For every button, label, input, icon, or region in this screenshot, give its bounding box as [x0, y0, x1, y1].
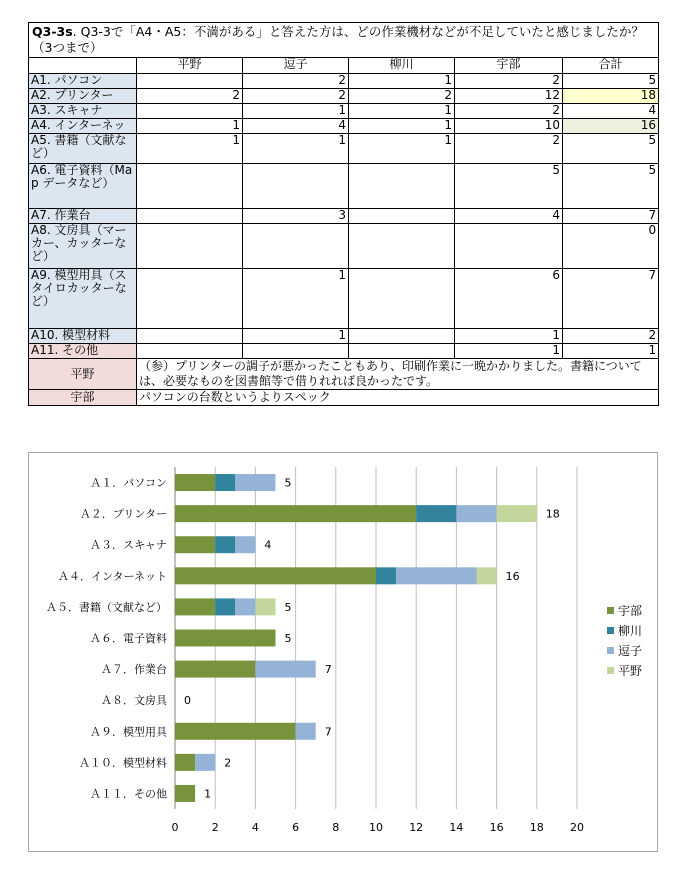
table-cell: 1 — [349, 119, 455, 134]
data-label: 5 — [284, 600, 292, 614]
table-row — [29, 119, 659, 134]
x-tick-label: 20 — [570, 821, 584, 834]
x-tick-label: 18 — [529, 821, 544, 834]
row-label: A7. 作業台 — [29, 209, 137, 224]
bar-segment — [376, 567, 396, 584]
table-cell — [243, 224, 349, 269]
table-row — [29, 224, 659, 269]
table-cell: 4 — [563, 104, 659, 119]
table-cell — [349, 164, 455, 209]
data-label: 5 — [284, 632, 292, 645]
row-label: A8. 文房具（マーカー、カッターなど） — [29, 224, 137, 269]
table-cell: 0 — [563, 224, 659, 269]
table-cell: 1 — [243, 104, 349, 119]
table-cell: 18 — [563, 89, 659, 104]
bar-segment — [175, 536, 215, 553]
x-tick-label: 2 — [211, 821, 219, 834]
table-row — [29, 329, 659, 344]
bar-segment — [477, 567, 497, 584]
table-cell: 2 — [349, 89, 455, 104]
table-cell — [137, 329, 243, 344]
comment-row — [29, 390, 659, 406]
table-cell: 1 — [137, 119, 243, 134]
category-label: Ａ１．パソコン — [90, 476, 167, 490]
bar-segment — [175, 630, 276, 647]
data-label: 7 — [324, 725, 332, 739]
bar-segment — [175, 723, 296, 740]
table-row — [29, 344, 659, 359]
table-cell: 12 — [455, 89, 563, 104]
data-label: 0 — [184, 694, 191, 708]
x-tick-label: 10 — [369, 821, 383, 834]
table-row — [29, 74, 659, 89]
legend-swatch — [607, 647, 614, 654]
table-cell: 4 — [243, 119, 349, 134]
category-label: Ａ５．書籍（文献など） — [46, 600, 167, 614]
stacked-bar-chart — [29, 453, 657, 851]
row-label: A3. スキャナ — [29, 104, 137, 119]
bar-segment — [456, 505, 496, 522]
table-row — [29, 209, 659, 224]
table-row — [29, 134, 659, 164]
table-cell: 1 — [455, 329, 563, 344]
question-text: . Q3-3で「A4・A5：不満がある」と答えた方は、どの作業機材などが不足していたと感じましたか？（3つまで） — [32, 24, 644, 55]
table-cell — [137, 344, 243, 359]
row-label: A4. インターネッ — [29, 119, 137, 134]
bar-segment — [175, 505, 416, 522]
table-cell — [349, 344, 455, 359]
table-cell: 7 — [563, 209, 659, 224]
table-cell: 5 — [563, 164, 659, 209]
category-label: Ａ８．文房具 — [101, 694, 167, 708]
bar-segment — [175, 661, 255, 678]
legend-label: 平野 — [618, 664, 643, 678]
x-tick-label: 4 — [251, 821, 259, 834]
table-cell — [137, 74, 243, 89]
table-cell — [349, 269, 455, 329]
question-code: Q3-3s — [32, 24, 73, 39]
category-label: Ａ１０．模型材料 — [79, 756, 167, 770]
table-cell: 1 — [563, 344, 659, 359]
table-cell: 1 — [243, 329, 349, 344]
category-label: Ａ２．プリンター — [79, 507, 167, 521]
table-cell — [243, 344, 349, 359]
table-cell — [137, 224, 243, 269]
survey-table — [28, 22, 659, 406]
bar-segment — [175, 598, 215, 615]
table-cell: 1 — [349, 74, 455, 89]
data-label: 7 — [324, 663, 332, 677]
bar-segment — [195, 754, 215, 771]
comment-name: 宇部 — [29, 390, 137, 406]
column-header: 合計 — [563, 58, 659, 74]
bar-segment — [175, 474, 215, 491]
table-cell — [137, 164, 243, 209]
bar-segment — [255, 661, 315, 678]
table-cell: 1 — [243, 134, 349, 164]
comment-text: （参）プリンターの調子が悪かったこともあり、印刷作業に一晩かかりました。書籍については、必要なものを図書館等で借りれれば良かったです。 — [137, 359, 659, 390]
row-label: A6. 電子資料（Map データなど） — [29, 164, 137, 209]
table-cell: 2 — [243, 74, 349, 89]
data-label: 16 — [505, 569, 520, 583]
table-row — [29, 89, 659, 104]
bar-segment — [235, 536, 255, 553]
x-tick-label: 6 — [292, 821, 300, 834]
table-cell — [137, 104, 243, 119]
table-cell: 5 — [563, 134, 659, 164]
bar-segment — [175, 785, 195, 802]
x-tick-label: 16 — [489, 821, 504, 834]
bar-segment — [296, 723, 316, 740]
table-cell: 2 — [563, 329, 659, 344]
table-cell: 5 — [455, 164, 563, 209]
bar-segment — [396, 567, 476, 584]
table-cell: 4 — [455, 209, 563, 224]
x-tick-label: 14 — [449, 821, 464, 834]
table-cell: 7 — [563, 269, 659, 329]
table-cell — [455, 224, 563, 269]
comment-name: 平野 — [29, 359, 137, 390]
legend-label: 逗子 — [618, 644, 643, 658]
table-row — [29, 104, 659, 119]
legend-swatch — [607, 607, 614, 614]
table-cell — [349, 329, 455, 344]
table-cell: 5 — [563, 74, 659, 89]
category-label: Ａ１１．その他 — [90, 787, 167, 801]
bar-segment — [235, 474, 275, 491]
column-header: 宇部 — [455, 58, 563, 74]
bar-segment — [175, 754, 195, 771]
table-cell: 1 — [243, 269, 349, 329]
bar-segment — [416, 505, 456, 522]
data-label: 5 — [284, 476, 292, 490]
x-tick-label: 8 — [332, 821, 340, 834]
table-cell: 2 — [137, 89, 243, 104]
data-label: 18 — [545, 507, 560, 521]
bar-segment — [215, 598, 235, 615]
row-label: A10. 模型材料 — [29, 329, 137, 344]
bar-segment — [255, 598, 275, 615]
category-label: Ａ３．スキャナ — [90, 538, 167, 552]
chart-area — [28, 452, 658, 852]
comment-text: パソコンの台数というよりスペック — [137, 390, 659, 406]
table-cell: 1 — [349, 104, 455, 119]
bar-segment — [235, 598, 255, 615]
x-tick-label: 12 — [409, 821, 424, 834]
table-cell: 2 — [455, 134, 563, 164]
table-cell — [137, 209, 243, 224]
table-header-row — [29, 58, 659, 74]
bar-segment — [215, 536, 235, 553]
category-label: Ａ６．電子資料 — [90, 632, 167, 645]
table-row — [29, 164, 659, 209]
legend-label: 宇部 — [618, 604, 643, 618]
data-label: 1 — [204, 787, 212, 801]
row-label: A11. その他 — [29, 344, 137, 359]
legend-swatch — [607, 667, 614, 674]
table-cell: 1 — [137, 134, 243, 164]
data-label: 4 — [264, 538, 272, 552]
legend-swatch — [607, 627, 614, 634]
bar-segment — [215, 474, 235, 491]
table-cell: 2 — [455, 74, 563, 89]
legend-label: 柳川 — [618, 624, 643, 638]
table-cell: 2 — [243, 89, 349, 104]
table-cell: 1 — [455, 344, 563, 359]
table-cell: 6 — [455, 269, 563, 329]
category-label: Ａ４．インターネット — [57, 569, 167, 583]
header-blank — [29, 58, 137, 74]
column-header: 逗子 — [243, 58, 349, 74]
table-cell: 16 — [563, 119, 659, 134]
category-label: Ａ９．模型用具 — [90, 725, 167, 739]
table-cell — [349, 224, 455, 269]
row-label: A1. パソコン — [29, 74, 137, 89]
table-cell: 10 — [455, 119, 563, 134]
comment-row — [29, 359, 659, 390]
table-cell — [243, 164, 349, 209]
table-cell: 3 — [243, 209, 349, 224]
x-tick-label: 0 — [171, 821, 179, 834]
table-row — [29, 269, 659, 329]
column-header: 平野 — [137, 58, 243, 74]
row-label: A5. 書籍（文献など） — [29, 134, 137, 164]
data-label: 2 — [224, 756, 232, 770]
table-cell: 2 — [455, 104, 563, 119]
bar-segment — [497, 505, 537, 522]
table-cell: 1 — [349, 134, 455, 164]
table-cell — [137, 269, 243, 329]
category-label: Ａ７．作業台 — [101, 663, 167, 677]
row-label: A2. プリンター — [29, 89, 137, 104]
column-header: 柳川 — [349, 58, 455, 74]
question-cell — [29, 23, 659, 58]
bar-segment — [175, 567, 376, 584]
table-cell — [349, 209, 455, 224]
row-label: A9. 模型用具（スタイロカッターなど） — [29, 269, 137, 329]
